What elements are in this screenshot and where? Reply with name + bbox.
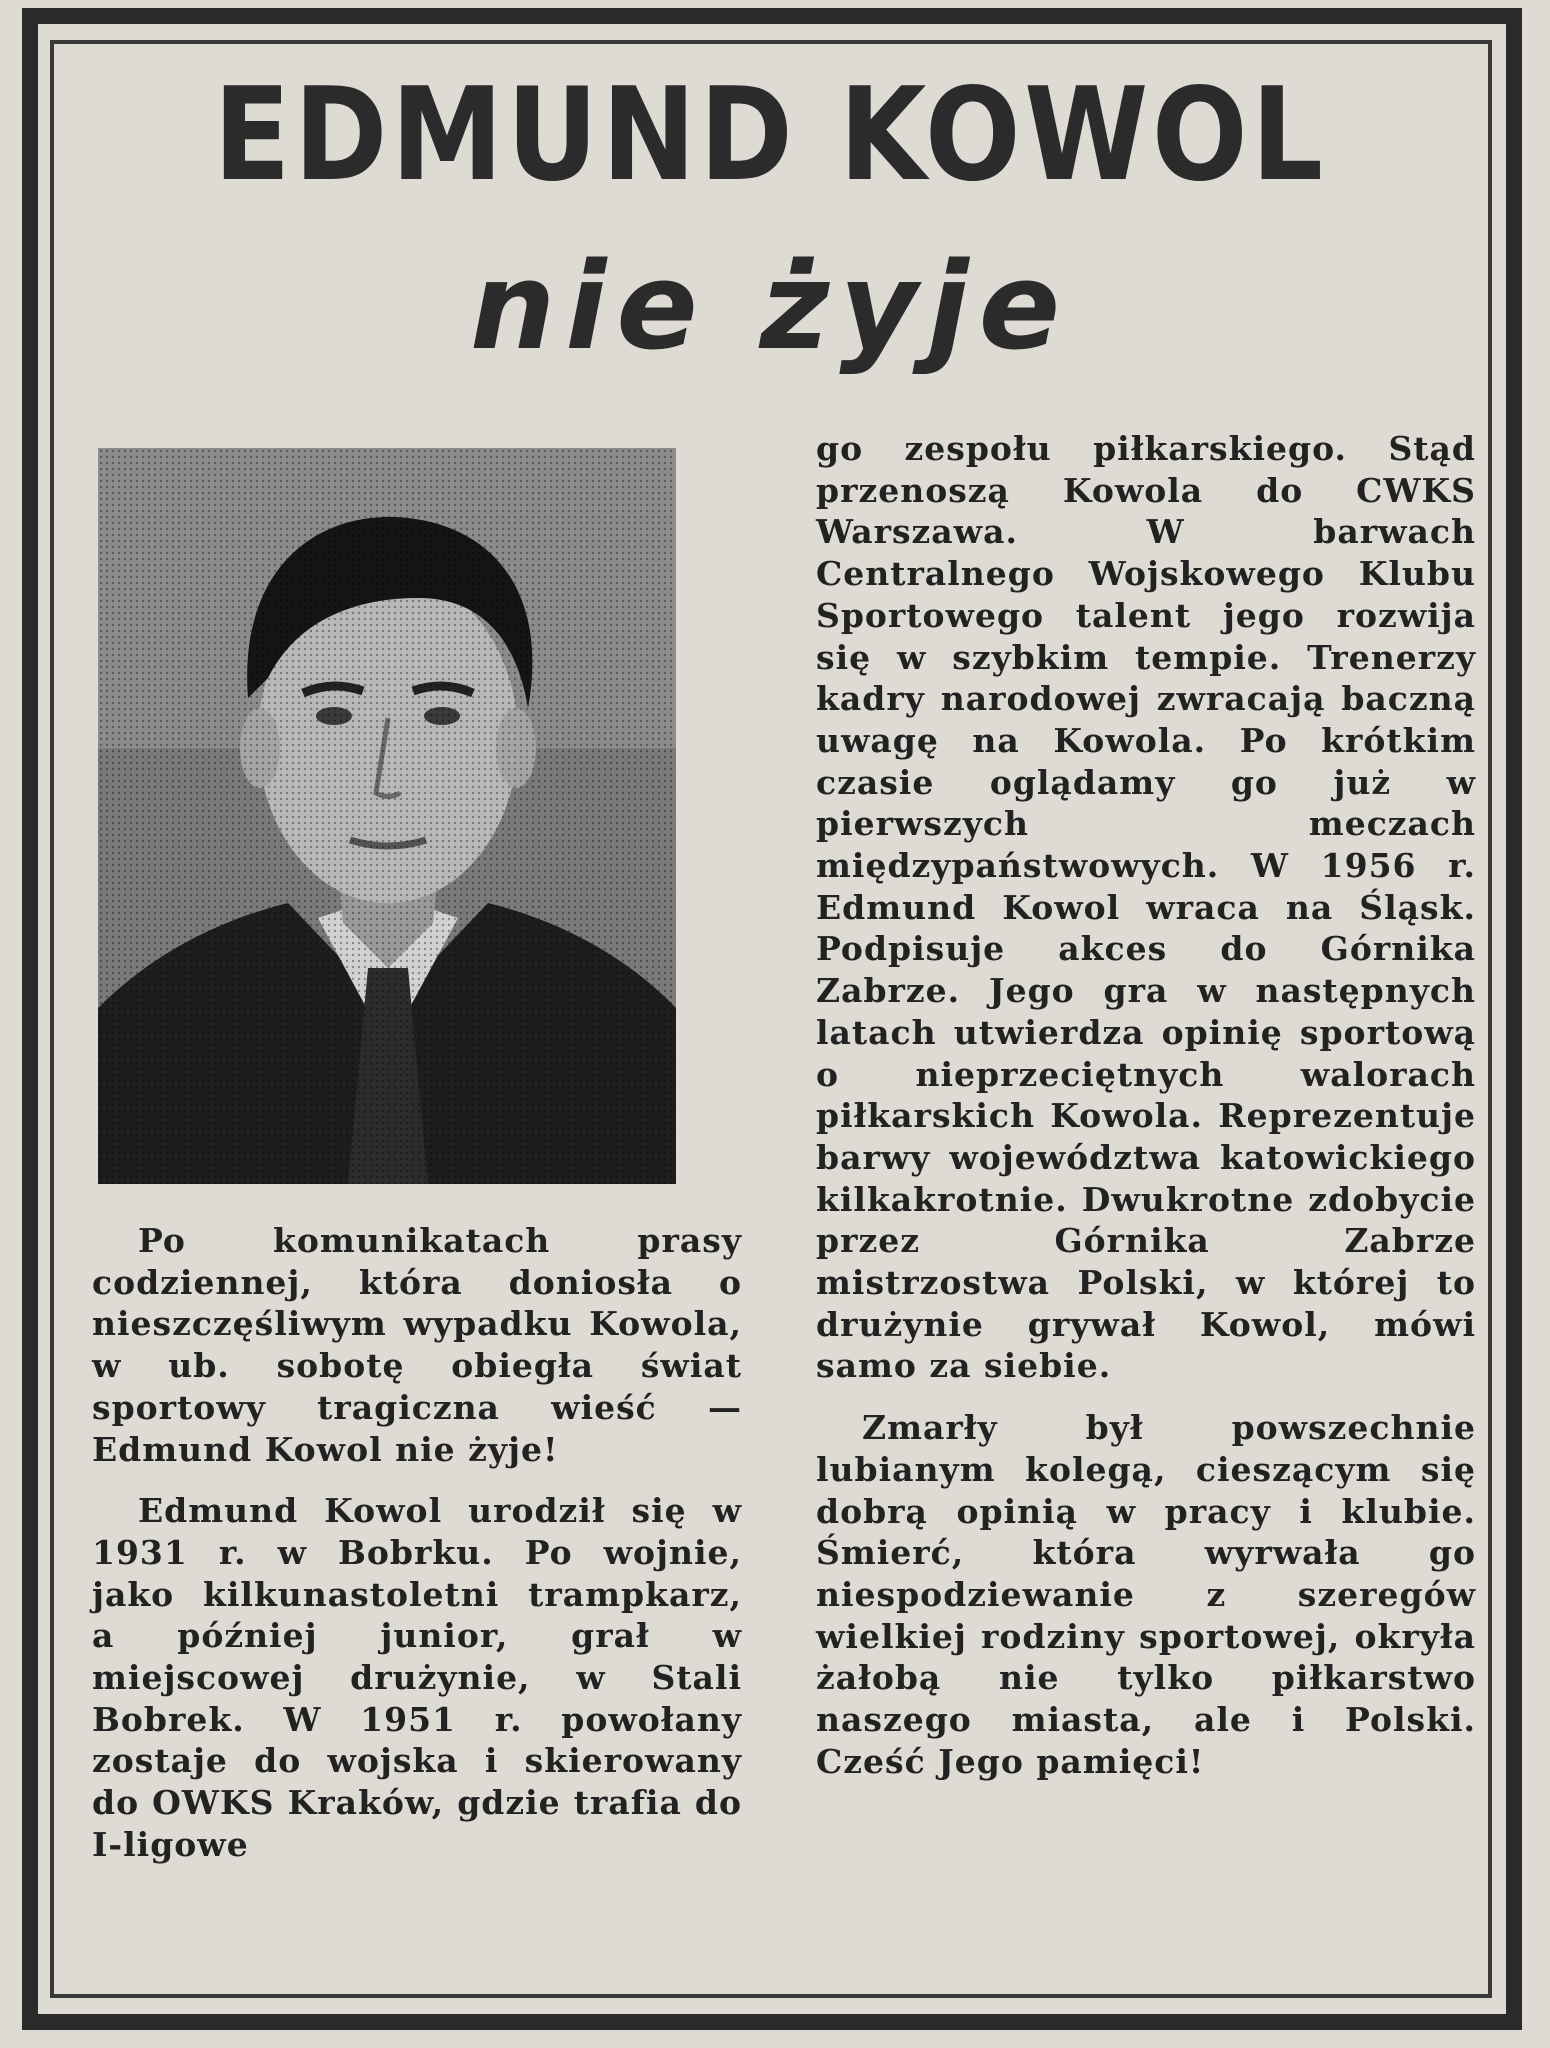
headline: EDMUND KOWOL [213,61,1327,210]
paragraph-intro: Po komunikatach prasy codziennej, która doniosła o nieszczęśliwym wypadku Kowola, w ub. sobotę obiegła świat sportowy tragiczna wieść — Edmund Kowol nie żyje! [92,1221,742,1469]
portrait-photo [98,448,676,1184]
paragraph-tribute: Zmarły był powszechnie lubianym kolegą, cieszącym się dobrą opinią w pracy i klubie. Śmierć, która wyrwała go niespodziewanie z szeregów wielkiej rodziny sportowej, okryła żałobą nie tylko piłkarstwo naszego miasta, ale i Polski. Cześć Jego pamięci! [816,1408,1476,1781]
paragraph-biography: Edmund Kowol urodził się w 1931 r. w Bobrku. Po wojnie, jako kilkunastoletni trampkarz, a później junior, grał w miejscowej drużynie, w Stali Bobrek. W 1951 r. powołany zostaje do wojska i skierowany do OWKS Kraków, gdzie trafia do I-ligowe [92,1491,742,1864]
article-column-right [816,428,1476,1783]
subheadline: nie żyje [469,238,1071,377]
paragraph-career: go zespołu piłkarskiego. Stąd przenoszą Kowola do CWKS Warszawa. W barwach Centralnego Wojskowego Klubu Sportowego talent jego rozwija się w szybkim tempie. Trenerzy kadry narodowej zwracają baczną uwagę na Kowola. Po krótkim czasie oglądamy go już w pierwszych meczach międzypaństwowych. W 1956 r. Edmund Kowol wraca na Śląsk. Podpisuje akces do Górnika Zabrze. Jego gra w następnych latach utwierdza opinię sportową o nieprzeciętnych walorach piłkarskich Kowola. Reprezentuje barwy województwa katowickiego kilkakrotnie. Dwukrotne zdobycie przez Górnika Zabrze mistrzostwa Polski, w której to drużynie grywał Kowol, mówi samo za siebie. [816,429,1476,1386]
article-column-left [92,1220,742,1866]
